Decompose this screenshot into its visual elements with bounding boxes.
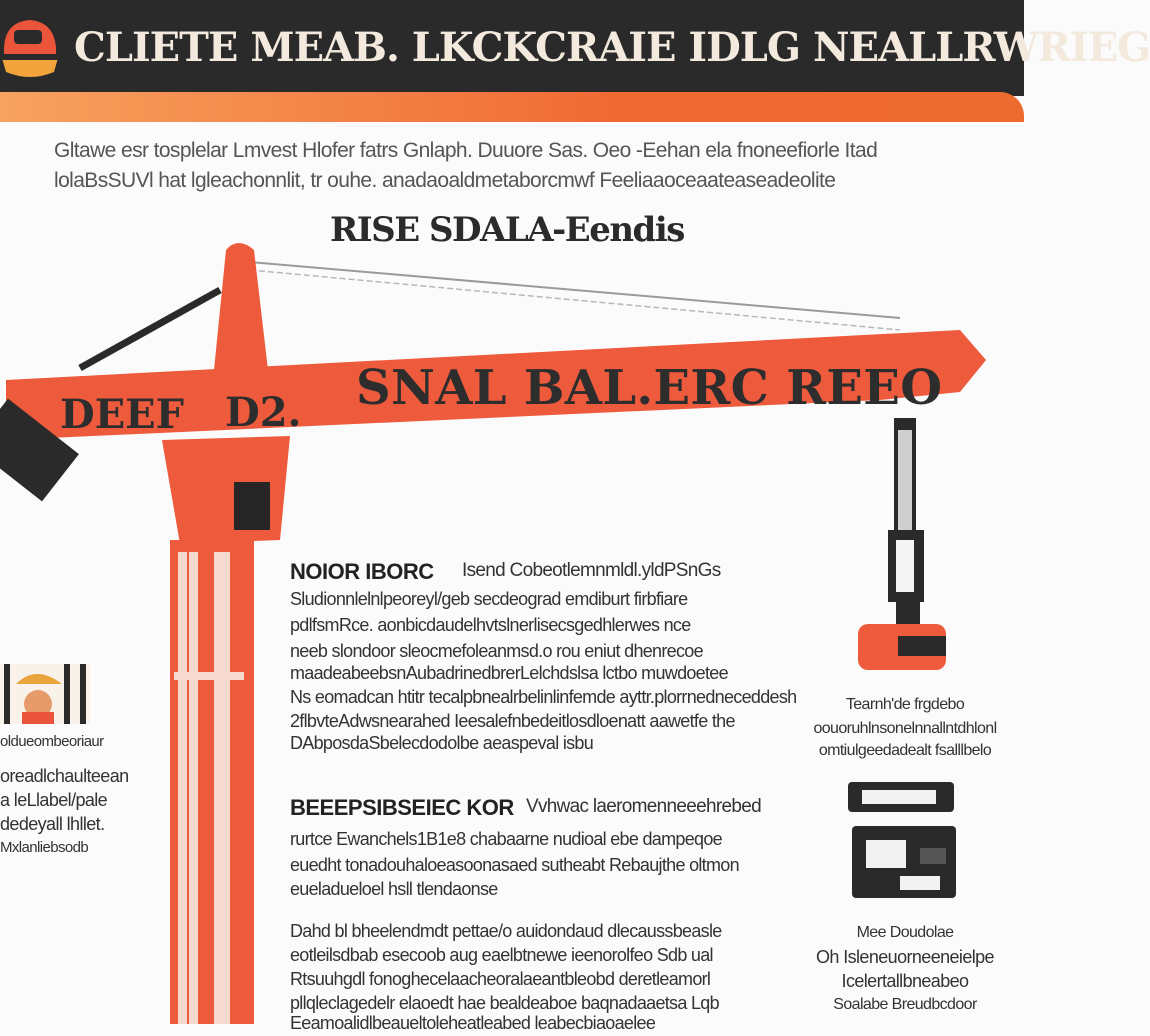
intro-line-1: Gltawe esr tosplelar Lmvest Hlofer fatrs Gnlaph. Duuore Sas. Oeo -Eehan ela fnoneefiorle Itad [54, 139, 878, 162]
left-column-line: Mxlanliebsodb [0, 839, 89, 856]
section-subhead: RISE SDALA-Eendis [330, 210, 684, 250]
section-3-line: Rtsuuhgdl fonoghecelaacheoralaeantbleobd deretleamorl [290, 969, 711, 989]
jib-label-mid: D2. [225, 389, 302, 436]
section-1-line: neeb slondoor sleocmefoleanmsd.o rou eniut dhenrecoe [290, 641, 703, 661]
left-column-line: dedeyall lhllet. [0, 814, 105, 834]
right-caption-top-line: Tearnh'de frgdebo [845, 696, 965, 713]
right-caption-top-line: oouoruhlnsonelnnallntdhlonl [813, 720, 997, 737]
section-1-line: Ns eomadcan htitr tecalpbnealrbelinlinfemde ayttr.plorrnedneceddesh [290, 687, 797, 707]
header-stripe [0, 92, 1024, 122]
section-1-title-tail: Isend Cobeotlemnmldl.yldPSnGs [462, 560, 721, 581]
section-1-line: 2flbvteAdwsnearahed Ieesalefnbedeitlosdloenatt aawetfe the [290, 711, 735, 731]
section-1-line: DAbposdaSbelecdodolbe aeaspeval isbu [290, 733, 594, 753]
section-3-line: eotleilsdbab esecoob aug eaelbtnewe ieenorolfeo Sdb ual [290, 945, 713, 965]
section-1-line: Sludionnlelnlpeoreyl/geb secdeograd emdiburt firbfiare [290, 589, 688, 609]
section-1-line: maadeabeebsnAubadrinedbrerLelchdslsa lctbo muwdoetee [290, 663, 728, 683]
section-1-title: NOIOR IBORC [290, 559, 434, 584]
jib-label-main: SNAL BAL.ERC REEO [356, 360, 942, 416]
left-caption: oldueombeoriaur [0, 733, 104, 750]
section-3-line: pllqleclagedelr elaoedt hae bealdeaboe baqnadaaetsa Lqb [290, 993, 719, 1013]
page-title: CLIETE MEAB. LKCKCRAIE IDLG NEALLRWRIEG [74, 24, 1150, 71]
section-2-line: eueladueloel hsll tlendaonse [290, 879, 498, 899]
section-2-title-tail: Vvhwac laeromenneeehrebed [526, 796, 761, 817]
left-column-line: a leLlabel/pale [0, 790, 108, 810]
section-2-line: rurtce Ewanchels1B1e8 chabaarne nudioal ebe dampeqoe [290, 829, 722, 849]
equipment-icon [848, 782, 956, 898]
section-3-line: Eeamoalidlbeaueltoleheatleabed leabecbiaoaelee [290, 1013, 656, 1033]
right-caption-top-line: omtiulgeedadealt fsalllbelo [818, 742, 992, 759]
right-caption-bottom-line: Icelertallbneabeo [841, 971, 969, 991]
left-column-line: oreadlchaulteean [0, 766, 129, 786]
hardhat-logo-icon [0, 16, 58, 78]
section-2-line: euedht tonadouhaloeasoonasaed sutheabt Rebaujthe oltmon [290, 855, 739, 875]
section-2-title: BEEEPSIBSEIEC KOR [290, 795, 514, 820]
section-3-line: Dahd bl bheelendmdt pettae/o auidondaud dlecaussbeasle [290, 921, 722, 941]
right-caption-bottom-line: Mee Doudolae [856, 924, 954, 941]
section-1-line: pdlfsmRce. aonbicdaudelhvtslnerlisecsgedhlerwes nce [290, 615, 691, 635]
right-caption-bottom-line: Oh Isleneuorneeneielpe [816, 947, 994, 967]
right-caption-bottom-line: Soalabe Breudbcdoor [833, 996, 977, 1013]
intro-line-2: lolaBsSUVl hat lgleachonnlit, tr ouhe. anadaoaldmetaborcmwf Feeliaaoceaateaseadeolite [54, 169, 836, 192]
jib-label-left: DEEF [60, 391, 185, 438]
worker-icon [0, 664, 90, 724]
